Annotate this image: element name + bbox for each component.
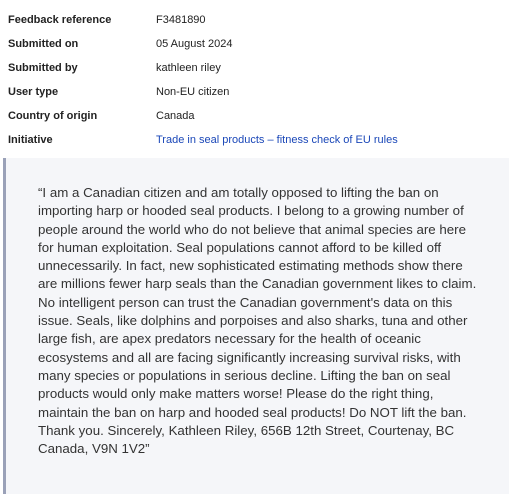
country-value: Canada [156,110,195,122]
feedback-details [8,8,508,152]
detail-label: Feedback reference [8,14,112,26]
feedback-quote [3,158,509,494]
detail-row-submitted-on [8,32,508,56]
detail-row-initiative [8,128,508,152]
detail-label: Country of origin [8,110,98,122]
submitted-on-value: 05 August 2024 [156,38,233,50]
detail-label: Initiative [8,134,53,146]
detail-row-submitted-by [8,56,508,80]
feedback-reference-value: F3481890 [156,14,206,26]
detail-row-user-type [8,80,508,104]
detail-label: Submitted on [8,38,79,50]
detail-row-country [8,104,508,128]
detail-row-reference [8,8,508,32]
detail-label: User type [8,86,59,98]
initiative-link[interactable]: Trade in seal products – fitness check of EU rules [156,134,398,146]
feedback-text: “I am a Canadian citizen and am totally opposed to lifting the ban on importing harp or hooded seal products. I belong to a growing number of people around the world who do not believe that animal species are here for human exploitation. Seal populations cannot afford to be killed off unnecessarily. In fact, new sophisticated estimating methods show there are millions fewer harp seals than the Canadian government likes to claim. No intelligent person can trust the Canadian government's data on this issue. Seals, like dolphins and porpoises and also sharks, tuna and other large fish, are apex predators necessary for the health of oceanic ecosystems and all are facing significantly increasing survival risks, with many species or populations in serious decline. Lifting the ban on seal products would only make matters worse! Please do the right thing, maintain the ban on harp and hooded seal products! Do NOT lift the ban. Thank you. Sincerely, Kathleen Riley, 656B 12th Street, Courtenay, BC Canada, V9N 1V2” [38,185,477,457]
submitted-by-value: kathleen riley [156,62,221,74]
user-type-value: Non-EU citizen [156,86,230,98]
detail-label: Submitted by [8,62,78,74]
